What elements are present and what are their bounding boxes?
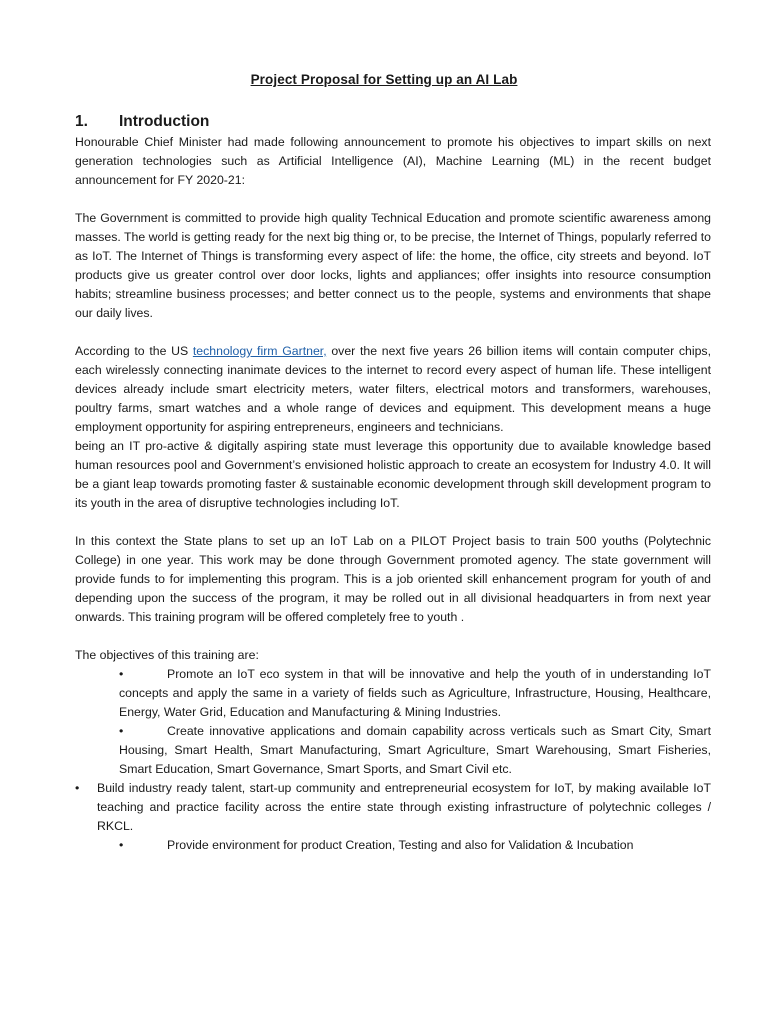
paragraph-announcement: Honourable Chief Minister had made following announcement to promote his objectives to impart skills on next generation technologies such as Artificial Intelligence (AI), Machine Learning (ML) in the recent budget announcement for FY 2020-21: [75,135,711,187]
list-item [75,836,711,855]
paragraph-pilot-project: In this context the State plans to set up an IoT Lab on a PILOT Project basis to train 500 youths (Polytechnic College) in one year. This work may be done through Government promoted agency. The state government will provide funds to for implementing this program. This is a job oriented skill enhancement program for youth of and depending upon the success of the program, it may be rolled out in all divisional headquarters in from next year onwards. This training program will be offered completely free to youth . [75,534,711,624]
paragraph-objectives-intro: The objectives of this training are: [75,648,259,662]
objectives-list [75,665,711,855]
bullet-icon: • [119,724,124,738]
gartner-link[interactable]: technology firm Gartner, [192,344,327,358]
objective-text: Promote an IoT eco system in that will be innovative and help the youth of in understanding IoT concepts and apply the same in a variety of fields such as Agriculture, Infrastructure, Housing, Healthcare, Energy, Water Grid, Education and Manufacturing & Mining Industries. [119,667,711,719]
list-item [75,779,711,836]
bullet-icon: • [119,838,124,852]
document-title: Project Proposal for Setting up an AI Lab [250,72,518,87]
paragraph-it-proactive-state: being an IT pro-active & digitally aspiring state must leverage this opportunity due to available knowledge based human resources pool and Government’s envisioned holistic approach to create an ecosystem for Industry 4.0. It will be a giant leap towards promoting faster & sustainable economic development through skill development program to its youth in the area of disruptive technologies including IoT. [75,439,711,510]
gartner-text-before: According to the US [75,344,193,358]
objective-text: Create innovative applications and domain capability across verticals such as Smart City, Smart Housing, Smart Health, Smart Manufacturing, Smart Agriculture, Smart Warehousing, Smart Fisheries, Smart Education, Smart Governance, Smart Sports, and Smart Civil etc. [119,724,711,776]
paragraph-gartner [75,342,711,437]
document-body [75,133,711,855]
objective-text: Provide environment for product Creation, Testing and also for Validation & Incubation [167,838,634,852]
objective-text: Build industry ready talent, start-up community and entrepreneurial ecosystem for IoT, by making available IoT teaching and practice facility across the entire state through existing infrastructure of polytechnic colleges / RKCL. [97,781,711,833]
list-item [75,722,711,779]
bullet-icon: • [119,667,124,681]
paragraph-government-commitment: The Government is committed to provide high quality Technical Education and promote scientific awareness among masses. The world is getting ready for the next big thing or, to be precise, the Internet of Things, popularly referred to as IoT. The Internet of Things is transforming every aspect of life: the home, the office, city streets and beyond. IoT products give us greater control over door locks, lights and appliances; offer insights into resource consumption habits; streamline business processes; and better connect us to the people, systems and environments that shape our daily lives. [75,211,711,320]
bullet-icon: • [75,781,80,795]
gartner-text-after: over the next five years 26 billion items will contain computer chips, each wirelessly connecting inanimate devices to the internet to record every aspect of human life. These intelligent devices already include smart electricity meters, water filters, electrical motors and transformers, warehouses, poultry farms, smart watches and a whole range of devices and equipment. This development means a huge employment opportunity for aspiring entrepreneurs, engineers and technicians. [75,344,712,434]
section-title: Introduction [119,113,210,130]
list-item [75,665,711,722]
section-heading [75,113,209,131]
section-number: 1. [75,113,88,130]
